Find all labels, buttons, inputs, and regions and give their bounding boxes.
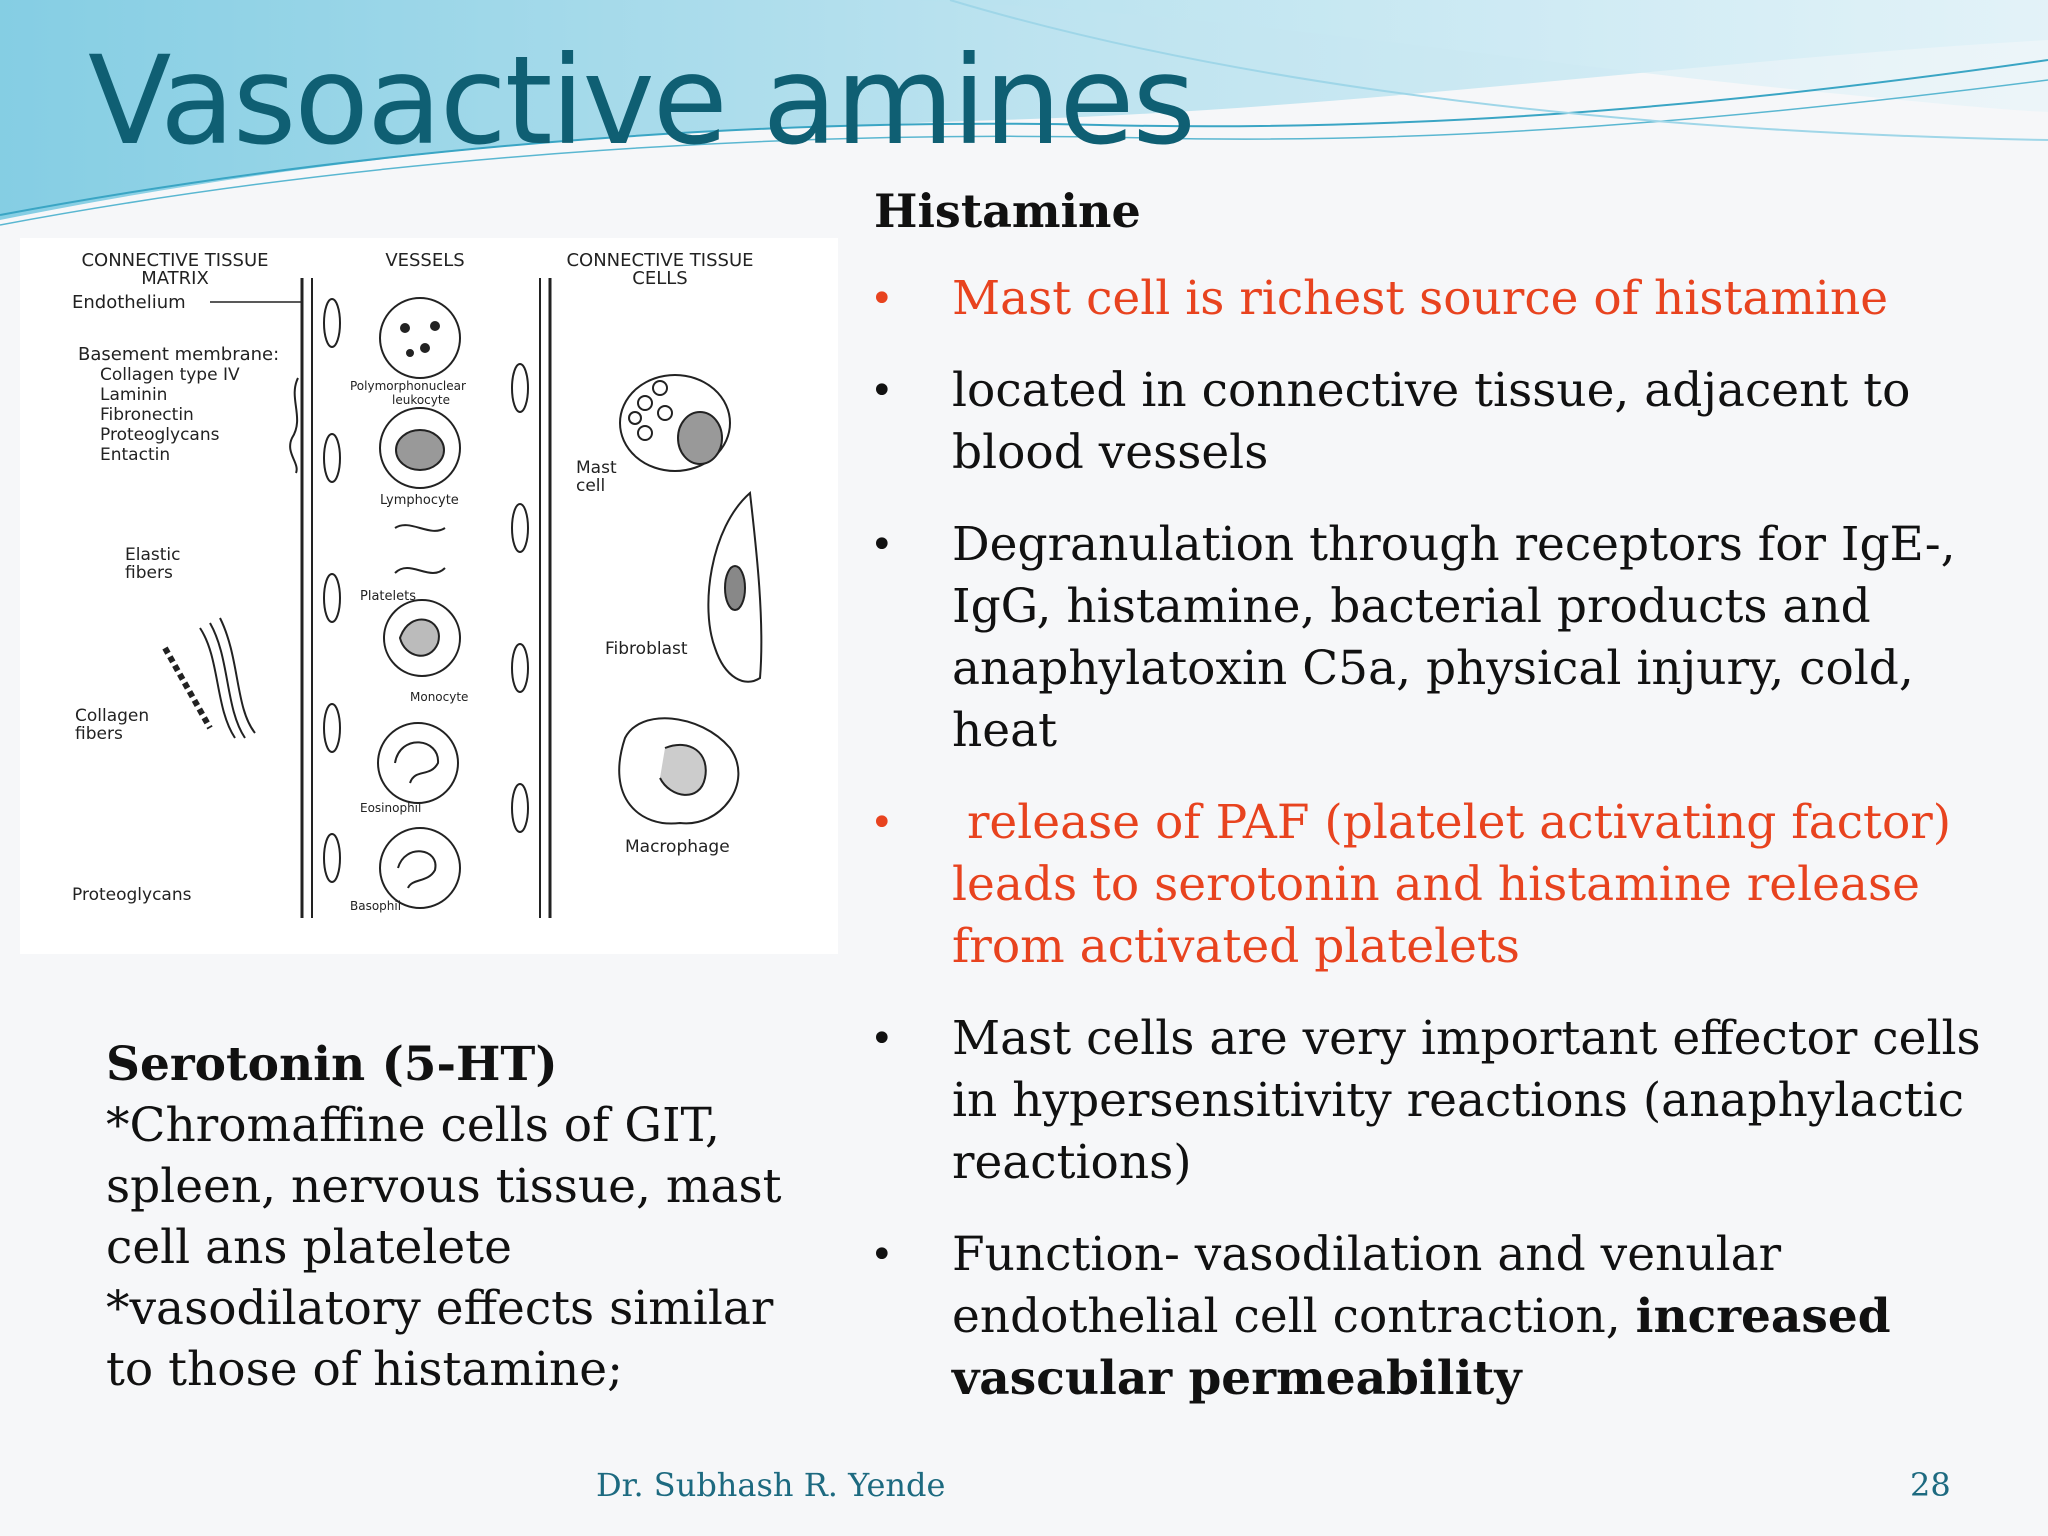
bullet-marker: • — [870, 522, 894, 568]
bullet-text: located in connective tissue, adjacent to blood vessels — [952, 363, 1911, 480]
bullet-marker: • — [870, 1016, 894, 1062]
bullet-marker: • — [870, 276, 894, 322]
histamine-bullet-list — [870, 268, 2000, 1440]
histamine-heading: Histamine — [874, 184, 1141, 238]
histamine-bullet — [870, 792, 2000, 978]
elastic-label-2: fibers — [125, 563, 173, 583]
eosinophil-label: Eosinophil — [360, 801, 422, 815]
serotonin-heading: Serotonin (5-HT) — [106, 1037, 558, 1092]
bullet-marker: • — [870, 368, 894, 414]
col-left-line1: CONNECTIVE TISSUE — [81, 250, 269, 271]
histamine-bullet — [870, 1224, 2000, 1410]
monocyte-label: Monocyte — [410, 690, 469, 704]
serotonin-block — [106, 1034, 826, 1400]
pmn-label-1: Polymorphonuclear — [350, 379, 466, 393]
bullet-text: release of PAF (platelet activating factor) leads to serotonin and histamine release from activated platelets — [952, 795, 1966, 974]
bullet-text-bold: increased vascular permeability — [952, 1289, 1891, 1406]
tissue-cells — [619, 375, 761, 824]
basement-label-3: Fibronectin — [100, 405, 194, 425]
histamine-bullet — [870, 360, 2000, 484]
footer-author: Dr. Subhash R. Yende — [596, 1466, 946, 1504]
basement-label-1: Collagen type IV — [100, 365, 240, 385]
page-number: 28 — [1910, 1466, 1951, 1504]
mast-label-1: Mast — [576, 458, 617, 478]
col-left-line2: MATRIX — [141, 268, 209, 289]
col-mid-label: VESSELS — [385, 250, 465, 271]
collagen-fibers-drawing — [165, 618, 255, 738]
bullet-marker: • — [870, 1232, 894, 1278]
histamine-bullet — [870, 268, 2000, 330]
elastic-label-1: Elastic — [125, 545, 181, 565]
vessel-tissue-diagram — [20, 238, 838, 954]
histamine-bullet — [870, 1008, 2000, 1194]
basophil-label: Basophil — [350, 899, 402, 913]
serotonin-effect: *vasodilatory effects similar to those of histamine; — [106, 1281, 774, 1397]
bullet-text: Degranulation through receptors for IgE-, IgG, histamine, bacterial products and anaphylatoxin C5a, physical injury, cold, heat — [952, 517, 1956, 758]
bullet-marker: • — [870, 800, 894, 846]
collagen-label-1: Collagen — [75, 706, 150, 726]
basement-label-4: Proteoglycans — [100, 425, 220, 445]
diagram-svg — [20, 238, 838, 954]
basement-label-2: Laminin — [100, 385, 168, 405]
macrophage-label: Macrophage — [625, 837, 730, 857]
bullet-text-normal: Function- vasodilation and venular endothelial cell contraction, — [952, 1227, 1782, 1344]
bullet-text: Mast cell is richest source of histamine — [952, 271, 1889, 326]
fibroblast-label: Fibroblast — [605, 639, 688, 659]
col-right-line2: CELLS — [632, 268, 688, 289]
proteoglycans-label: Proteoglycans — [72, 885, 192, 905]
endothelium-label: Endothelium — [72, 292, 186, 313]
col-right-line1: CONNECTIVE TISSUE — [566, 250, 754, 271]
platelets-label: Platelets — [360, 589, 416, 604]
slide-title: Vasoactive amines — [88, 30, 1194, 172]
collagen-label-2: fibers — [75, 724, 123, 744]
bullet-text: Mast cells are very important effector cells in hypersensitivity reactions (anaphylactic reactions) — [952, 1011, 1981, 1190]
pmn-label-2: leukocyte — [392, 393, 450, 407]
lymphocyte-label: Lymphocyte — [380, 493, 459, 508]
serotonin-source: *Chromaffine cells of GIT, spleen, nervous tissue, mast cell ans platelete — [106, 1098, 782, 1275]
basement-label-0: Basement membrane: — [78, 344, 280, 365]
histamine-bullet — [870, 514, 2000, 762]
mast-label-2: cell — [576, 476, 606, 496]
basement-label-5: Entactin — [100, 445, 171, 465]
